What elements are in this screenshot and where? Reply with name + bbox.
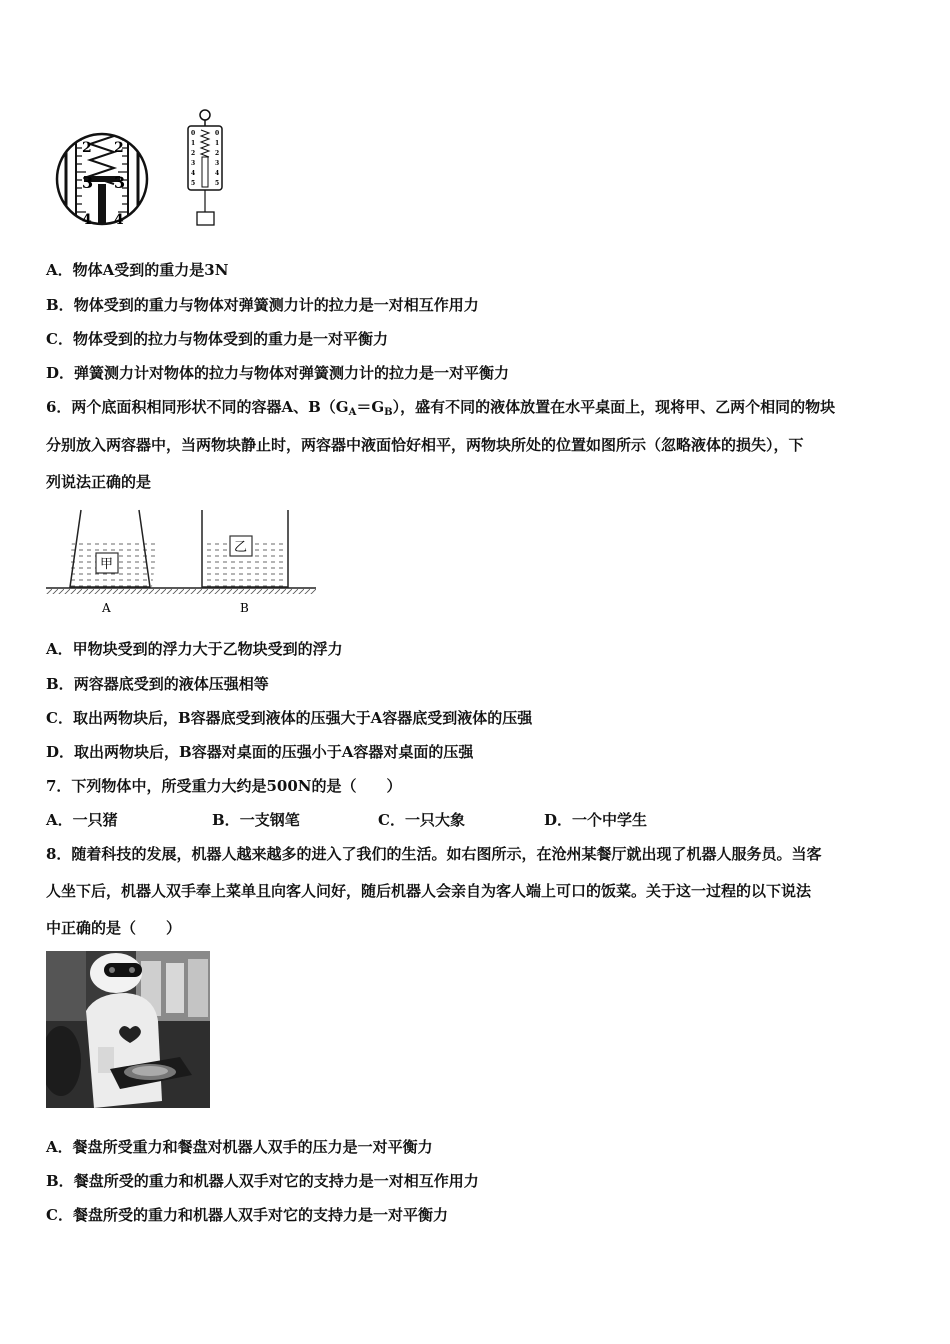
q7-option-b[interactable]: B．一支钢笔 xyxy=(212,811,300,829)
scale-number: 3 xyxy=(82,173,94,192)
meter-tick: 4 xyxy=(215,170,220,177)
q5-option-a[interactable]: A．物体A受到的重力是3N xyxy=(46,261,229,279)
meter-tick: 1 xyxy=(215,140,220,147)
q6-option-c[interactable]: C．取出两物块后，B容器底受到液体的压强大于A容器底受到液体的压强 xyxy=(46,709,533,727)
scale-number: 2 xyxy=(114,140,124,156)
q6-option-d[interactable]: D．取出两物块后，B容器对桌面的压强小于A容器对桌面的压强 xyxy=(46,743,474,761)
robot-waiter-photo xyxy=(46,951,210,1108)
q6-option-b[interactable]: B．两容器底受到的液体压强相等 xyxy=(46,675,269,693)
q6-stem-line-1: 6．两个底面积相同形状不同的容器A、$B(G_A=G_B)$，盛有不同的液体放置在水平桌面上，现将甲、乙两个相同的物块 xyxy=(46,398,836,418)
meter-tick: 4 xyxy=(191,170,196,177)
q8-option-b[interactable]: B．餐盘所受的重力和机器人双手对它的支持力是一对相互作用力 xyxy=(46,1172,479,1190)
scale-number: 4 xyxy=(114,212,124,228)
container-b-label: B xyxy=(240,601,249,615)
meter-tick: 3 xyxy=(215,160,220,167)
q7-stem: 7．下列物体中，所受重力大约是500N的是（ ） xyxy=(46,777,402,795)
containers-figure xyxy=(46,505,318,617)
scale-number: 3 xyxy=(114,173,126,192)
q8-stem-line-2: 人坐下后，机器人双手奉上菜单且向客人问好，随后机器人会亲自为客人端上可口的饭菜。关于这一过程的以下说法 xyxy=(46,882,812,900)
q6-stem-line-3: 列说法正确的是 xyxy=(46,473,152,491)
scale-number: 4 xyxy=(82,212,92,228)
q7-options xyxy=(46,810,710,830)
q7-option-c[interactable]: C．一只大象 xyxy=(378,811,465,829)
q8-option-a[interactable]: A．餐盘所受重力和餐盘对机器人双手的压力是一对平衡力 xyxy=(46,1138,433,1156)
meter-tick: 0 xyxy=(191,130,196,137)
scale-number: 2 xyxy=(82,140,92,156)
block-b-label: 乙 xyxy=(234,540,248,555)
block-a-label: 甲 xyxy=(100,557,114,572)
container-a-label: A xyxy=(102,601,111,615)
spring-scale-figure xyxy=(52,106,232,238)
q8-stem-line-1: 8．随着科技的发展，机器人越来越多的进入了我们的生活。如右图所示，在沧州某餐厅就出现了机器人服务员。当客 xyxy=(46,845,822,863)
q7-option-d[interactable]: D．一个中学生 xyxy=(544,811,648,829)
meter-tick: 5 xyxy=(215,180,220,187)
q8-stem-line-3: 中正确的是（ ） xyxy=(46,919,182,937)
meter-tick: 5 xyxy=(191,180,196,187)
meter-tick: 0 xyxy=(215,130,220,137)
q5-option-c[interactable]: C．物体受到的拉力与物体受到的重力是一对平衡力 xyxy=(46,330,388,348)
q8-option-c[interactable]: C．餐盘所受的重力和机器人双手对它的支持力是一对平衡力 xyxy=(46,1206,448,1224)
meter-tick: 2 xyxy=(191,150,196,157)
meter-tick: 2 xyxy=(215,150,220,157)
meter-tick: 3 xyxy=(191,160,196,167)
q7-option-a[interactable]: A．一只猪 xyxy=(46,811,118,829)
q6-option-a[interactable]: A．甲物块受到的浮力大于乙物块受到的浮力 xyxy=(46,640,343,658)
meter-tick: 1 xyxy=(191,140,196,147)
q5-option-b[interactable]: B．物体受到的重力与物体对弹簧测力计的拉力是一对相互作用力 xyxy=(46,296,479,314)
q5-option-d[interactable]: D．弹簧测力计对物体的拉力与物体对弹簧测力计的拉力是一对平衡力 xyxy=(46,364,510,382)
q6-stem-line-2: 分别放入两容器中，当两物块静止时，两容器中液面恰好相平，两物块所处的位置如图所示（忽略液体的损失），下 xyxy=(46,436,804,454)
